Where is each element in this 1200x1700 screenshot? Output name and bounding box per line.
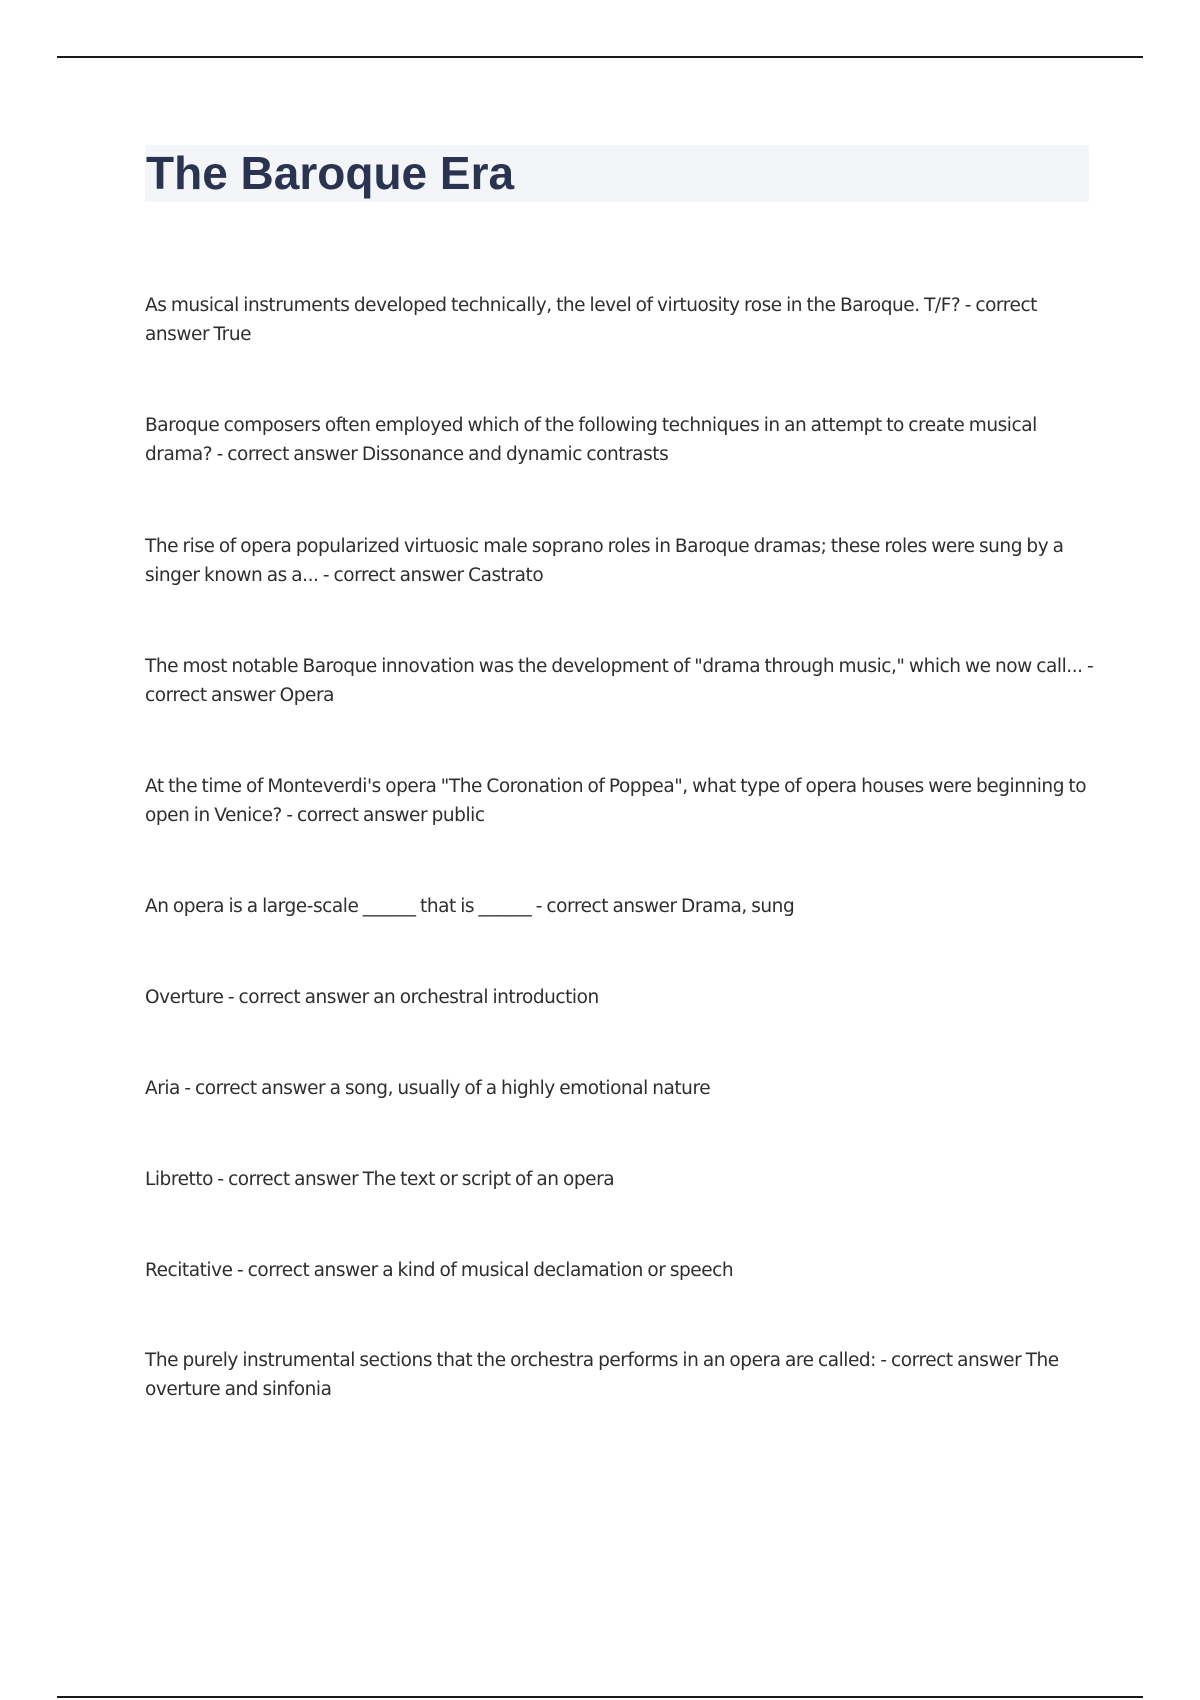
header-rule <box>57 56 1143 58</box>
document-title: The Baroque Era <box>146 147 515 199</box>
qa-entry-11: The purely instrumental sections that the orchestra performs in an opera are called: - correct answer The overture and sinfonia <box>145 1350 1059 1400</box>
footer-rule <box>57 1696 1143 1698</box>
qa-entry-3: The rise of opera popularized virtuosic male soprano roles in Baroque dramas; these roles were sung by a singer known as a... - correct answer Castrato <box>145 536 1064 586</box>
qa-entry-6: An opera is a large-scale ______ that is ______ - correct answer Drama, sung <box>145 896 795 917</box>
qa-entry-5: At the time of Monteverdi's opera "The Coronation of Poppea", what type of opera houses were beginning to open in Venice? - correct answer public <box>145 776 1087 826</box>
qa-entry-4: The most notable Baroque innovation was the development of "drama through music," which we now call... - correct answer Opera <box>145 656 1094 706</box>
qa-entry-1: As musical instruments developed technically, the level of virtuosity rose in the Baroque. T/F? - correct answer True <box>145 295 1037 345</box>
qa-entry-2: Baroque composers often employed which of the following techniques in an attempt to create musical drama? - correct answer Dissonance and dynamic contrasts <box>145 415 1037 465</box>
qa-entry-10: Recitative - correct answer a kind of musical declamation or speech <box>145 1260 734 1281</box>
qa-entry-8: Aria - correct answer a song, usually of a highly emotional nature <box>145 1078 711 1099</box>
qa-entry-7: Overture - correct answer an orchestral introduction <box>145 987 599 1008</box>
title-banner <box>145 145 1089 202</box>
qa-entry-9: Libretto - correct answer The text or script of an opera <box>145 1169 615 1190</box>
